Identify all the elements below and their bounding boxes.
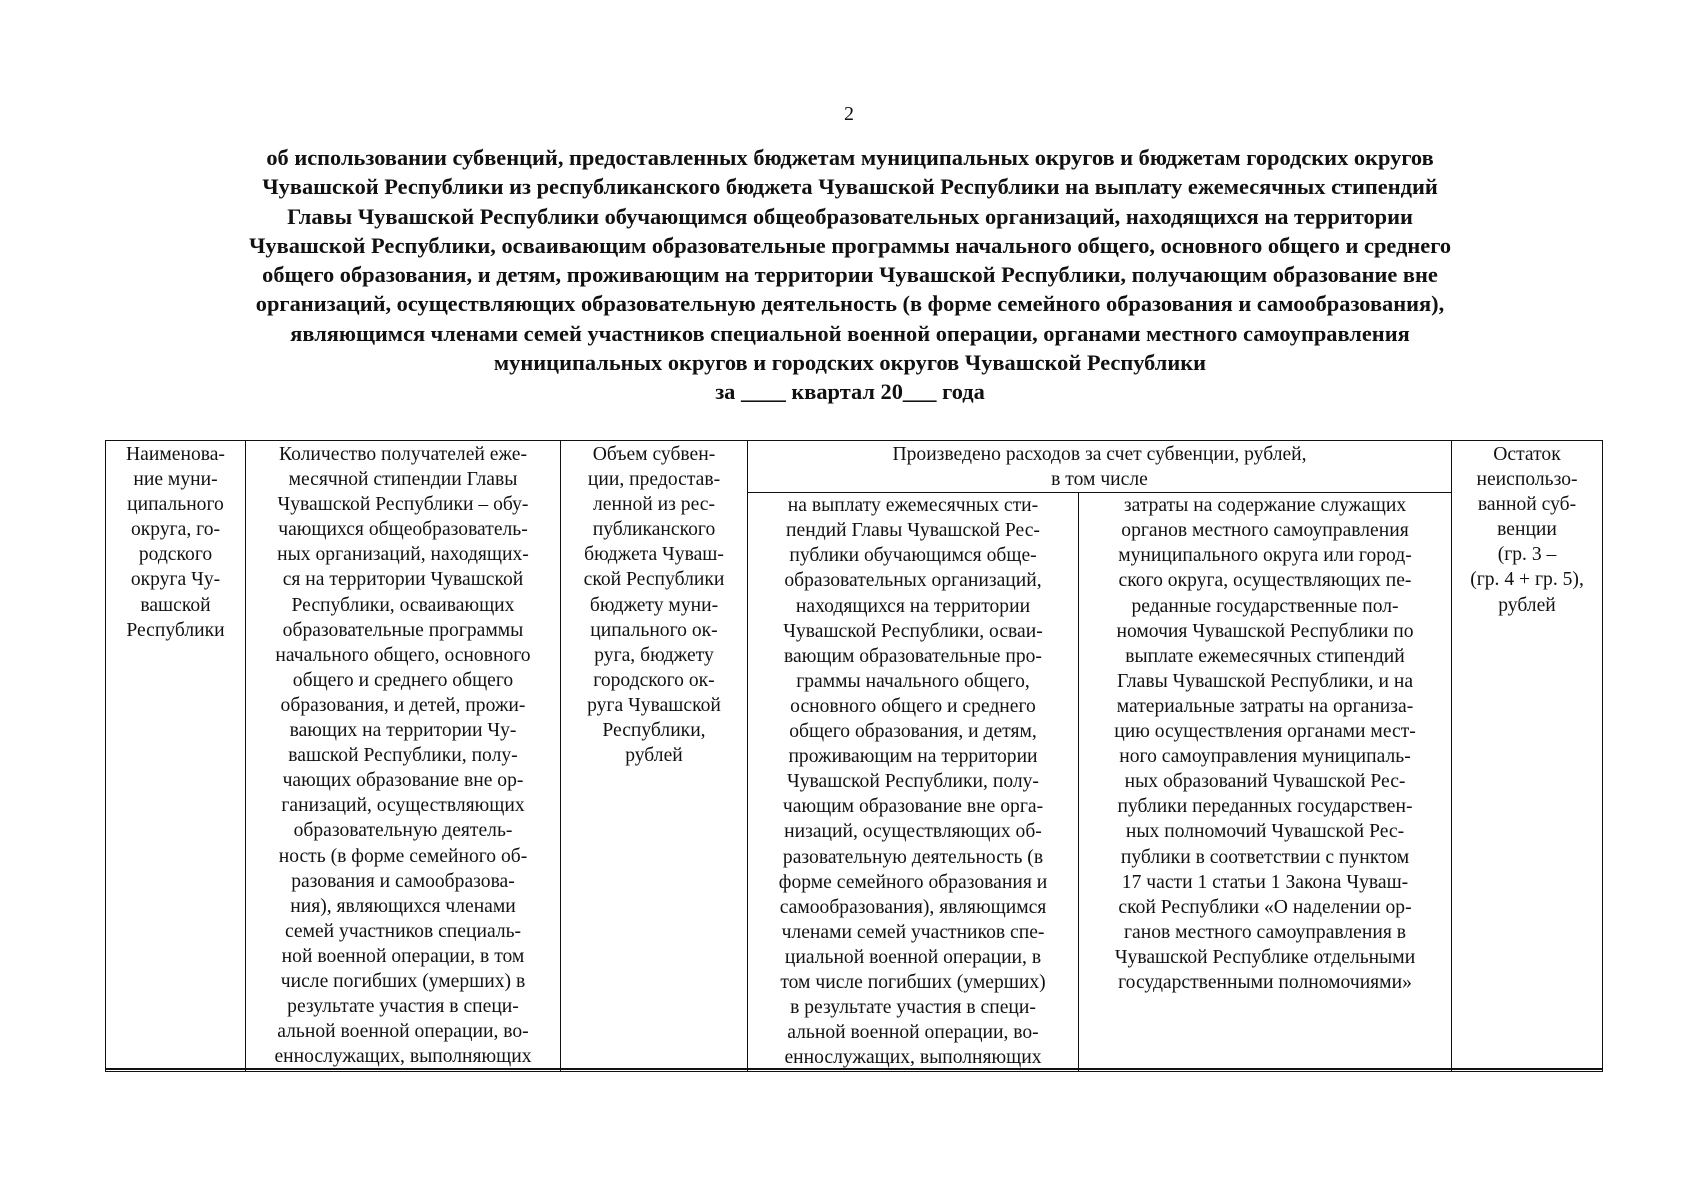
title-line: являющимся членами семей участников специальной военной операции, органами местного самоуправления bbox=[290, 320, 1410, 346]
cell-text-line: родского bbox=[138, 544, 213, 566]
cell-text-line: ность (в форме семейного об- bbox=[278, 845, 528, 867]
title-period-line: за ____ квартал 20___ года bbox=[715, 379, 985, 405]
cell-text-line: ся на территории Чувашской bbox=[282, 569, 524, 591]
cell-text-line: циальной военной операции, в bbox=[784, 946, 1042, 968]
cell-text-line: ние муни- bbox=[133, 469, 218, 491]
cell-text-line: общего и среднего общего bbox=[292, 669, 514, 691]
cell-text-line: ской Республики «О наделении ор- bbox=[1118, 896, 1412, 918]
cell-text-line: городского ок- bbox=[593, 669, 715, 691]
cell-text-line: Количество получателей еже- bbox=[279, 444, 527, 465]
cell-text-line: Остаток bbox=[1493, 444, 1561, 465]
cell-text-line: Чувашской Республике отдельными bbox=[1114, 946, 1416, 968]
title-line: общего образования, и детям, проживающим на территории Чувашской Республики, получающим образование вне bbox=[262, 262, 1438, 288]
cell-text-line: основного общего и среднего bbox=[790, 695, 1036, 717]
cell-text-line: чающим образование вне орга- bbox=[782, 796, 1044, 818]
header-recipients-count bbox=[246, 441, 561, 1072]
cell-text-line: округа, го- bbox=[130, 519, 221, 541]
cell-text-line: ципального bbox=[127, 494, 224, 516]
cell-lines bbox=[1081, 493, 1449, 995]
title-line: Чувашской Республики, осваивающим образовательные программы начального общего, основного общего и среднего bbox=[248, 232, 1452, 258]
cell-text-line: начального общего, основного bbox=[275, 644, 531, 666]
cell-text-line: публики обучающимся обще- bbox=[789, 545, 1037, 567]
header-stipend-payments bbox=[748, 493, 1079, 1072]
cell-text-line: числе погибших (умерших) в bbox=[280, 970, 526, 992]
cell-text-line: ции, предостав- bbox=[587, 469, 721, 491]
cell-text-line: Чувашской Республики, полу- bbox=[787, 771, 1039, 793]
cell-text-line: ципального ок- bbox=[590, 619, 718, 641]
cell-text-line: образовательных организаций, bbox=[784, 570, 1042, 592]
cell-text-line: бюджета Чуваш- bbox=[584, 544, 724, 566]
cell-text-line: ского округа, осуществляющих пе- bbox=[1118, 570, 1412, 592]
cell-text-line: ной военной операции, в том bbox=[281, 945, 525, 967]
cell-text-line: альной военной операции, во- bbox=[787, 1022, 1039, 1044]
cell-text-line: публики в соответствии с пунктом bbox=[1120, 846, 1410, 868]
title-line: организаций, осуществляющих образовательную деятельность (в форме семейного образования и самообразования), bbox=[255, 291, 1445, 317]
cell-text-line: вашской bbox=[140, 594, 211, 616]
cell-text-line: материальные затраты на организа- bbox=[1116, 695, 1414, 717]
title-line: муниципальных округов и городских округов Чувашской Республики bbox=[493, 350, 1207, 376]
cell-text-line: альной военной операции, во- bbox=[277, 1021, 529, 1043]
cell-text-line: общего образования, и детям, bbox=[789, 721, 1037, 743]
cell-text-line: пендий Главы Чувашской Рес- bbox=[786, 520, 1040, 542]
title-line: Чувашской Республики из республиканского бюджета Чувашской Республики на выплату ежемесячных стипендий bbox=[262, 174, 1438, 200]
cell-text-line: Объем субвен- bbox=[592, 444, 716, 465]
report-table bbox=[105, 440, 1603, 1072]
cell-text-line: ных организаций, находящих- bbox=[277, 544, 529, 566]
cell-text-line: муниципального округа или город- bbox=[1118, 545, 1412, 567]
cell-text-line: рублей bbox=[625, 745, 683, 767]
cell-text-line: руга, бюджету bbox=[594, 644, 714, 666]
title-line: об использовании субвенций, предоставленных бюджетам муниципальных округов и бюджетам городских округов bbox=[266, 145, 1434, 170]
cell-text-line: проживающим на территории bbox=[788, 746, 1038, 768]
cell-text-line: выплате ежемесячных стипендий bbox=[1125, 645, 1405, 667]
cell-text-line: рублей bbox=[1498, 594, 1556, 616]
cell-text-line: разовательную деятельность (в bbox=[782, 846, 1044, 868]
cell-lines bbox=[1454, 442, 1600, 618]
cell-text-line: публиканского bbox=[592, 519, 716, 541]
header-expenses-group bbox=[748, 441, 1452, 493]
cell-text-line: самообразования), являющимся bbox=[779, 896, 1047, 918]
cell-lines bbox=[563, 442, 745, 768]
cell-lines bbox=[108, 442, 243, 643]
cell-text-line: низаций, осуществляющих об- bbox=[784, 821, 1042, 843]
cell-text-line: членами семей участников спе- bbox=[781, 921, 1045, 943]
cell-text-line: чающих образование вне ор- bbox=[282, 770, 524, 792]
document-title bbox=[130, 143, 1570, 407]
cell-text-line: Главы Чувашской Республики, и на bbox=[1117, 670, 1414, 692]
cell-text-line: публики переданных государствен- bbox=[1117, 796, 1413, 818]
cell-text-line: том числе погибших (умерших) bbox=[780, 971, 1046, 993]
cell-text-line: реданные государственные пол- bbox=[1131, 595, 1399, 617]
cell-text-line: результате участия в специ- bbox=[287, 996, 519, 1018]
cell-text-line: венции bbox=[1497, 519, 1557, 541]
cell-lines bbox=[248, 442, 558, 1069]
title-line: Главы Чувашской Республики обучающимся общеобразовательных организаций, находящихся на территории bbox=[287, 203, 1413, 229]
cell-text-line: ных полномочий Чувашской Рес- bbox=[1125, 821, 1405, 843]
cell-text-line: месячной стипендии Главы bbox=[288, 469, 518, 491]
cell-text-line: руга Чувашской bbox=[587, 694, 721, 716]
table-bottom-rule bbox=[105, 1068, 1602, 1070]
cell-text-line: ного самоуправления муниципаль- bbox=[1119, 746, 1411, 768]
cell-text-line: форме семейного образования и bbox=[778, 871, 1048, 893]
cell-text-line: вающим образовательные про- bbox=[784, 645, 1042, 667]
cell-text-line: чающихся общеобразователь- bbox=[278, 519, 528, 541]
cell-text-line: Чувашской Республики, осваи- bbox=[783, 620, 1043, 642]
cell-text-line: образовательные программы bbox=[282, 619, 524, 641]
cell-text-line: ния), являющихся членами bbox=[290, 895, 516, 917]
cell-lines bbox=[750, 493, 1076, 1070]
cell-text-line: в том числе bbox=[1051, 469, 1148, 491]
cell-text-line: на выплату ежемесячных сти- bbox=[787, 495, 1039, 517]
cell-text-line: образовательную деятель- bbox=[293, 820, 513, 842]
cell-text-line: органов местного самоуправления bbox=[1121, 520, 1409, 542]
cell-text-line: затраты на содержание служащих bbox=[1123, 495, 1407, 517]
header-municipality-name bbox=[106, 441, 246, 1072]
cell-text-line: Республики, bbox=[602, 720, 706, 742]
cell-text-line: Произведено расходов за счет субвенции, рублей, bbox=[892, 444, 1307, 465]
cell-text-line: округа Чу- bbox=[130, 569, 221, 591]
cell-text-line: находящихся на территории bbox=[795, 595, 1031, 617]
page-number: 2 bbox=[844, 103, 854, 125]
cell-lines bbox=[750, 442, 1449, 492]
cell-text-line: неиспользо- bbox=[1476, 469, 1578, 491]
cell-text-line: граммы начального общего, bbox=[796, 670, 1030, 692]
cell-text-line: разования и самообразова- bbox=[291, 870, 515, 892]
cell-text-line: бюджету муни- bbox=[589, 594, 719, 616]
cell-text-line: вающих на территории Чу- bbox=[289, 720, 517, 742]
cell-text-line: государственными полномочиями» bbox=[1118, 971, 1412, 993]
cell-text-line: Республики bbox=[126, 619, 225, 641]
cell-text-line: ных образований Чувашской Рес- bbox=[1124, 771, 1406, 793]
cell-text-line: 17 части 1 статьи 1 Закона Чуваш- bbox=[1121, 871, 1409, 893]
cell-text-line: образования, и детей, прожи- bbox=[280, 694, 526, 716]
cell-text-line: в результате участия в специ- bbox=[790, 997, 1036, 1019]
cell-text-line: (гр. 4 + гр. 5), bbox=[1470, 569, 1584, 591]
cell-text-line: Чувашской Республики – обу- bbox=[277, 494, 529, 516]
cell-text-line: ской Республики bbox=[583, 569, 725, 591]
cell-text-line: ванной суб- bbox=[1477, 494, 1577, 516]
cell-text-line: еннослужащих, выполняющих bbox=[274, 1046, 532, 1068]
cell-text-line: ганизаций, осуществляющих bbox=[281, 795, 525, 817]
cell-text-line: семей участников специаль- bbox=[284, 920, 522, 942]
cell-text-line: номочия Чувашской Республики по bbox=[1116, 620, 1414, 642]
header-administrative-costs bbox=[1079, 493, 1452, 1072]
cell-text-line: Республики, осваивающих bbox=[291, 594, 515, 616]
cell-text-line: ленной из рес- bbox=[593, 494, 715, 516]
cell-text-line: ганов местного самоуправления в bbox=[1124, 921, 1406, 943]
header-unused-balance bbox=[1452, 441, 1603, 1072]
cell-text-line: (гр. 3 – bbox=[1497, 544, 1557, 566]
header-subvention-volume bbox=[561, 441, 748, 1072]
cell-text-line: цию осуществления органами мест- bbox=[1114, 721, 1416, 743]
cell-text-line: еннослужащих, выполняющих bbox=[784, 1047, 1042, 1069]
cell-text-line: Наименова- bbox=[126, 444, 225, 465]
cell-text-line: вашской Республики, полу- bbox=[288, 745, 518, 767]
